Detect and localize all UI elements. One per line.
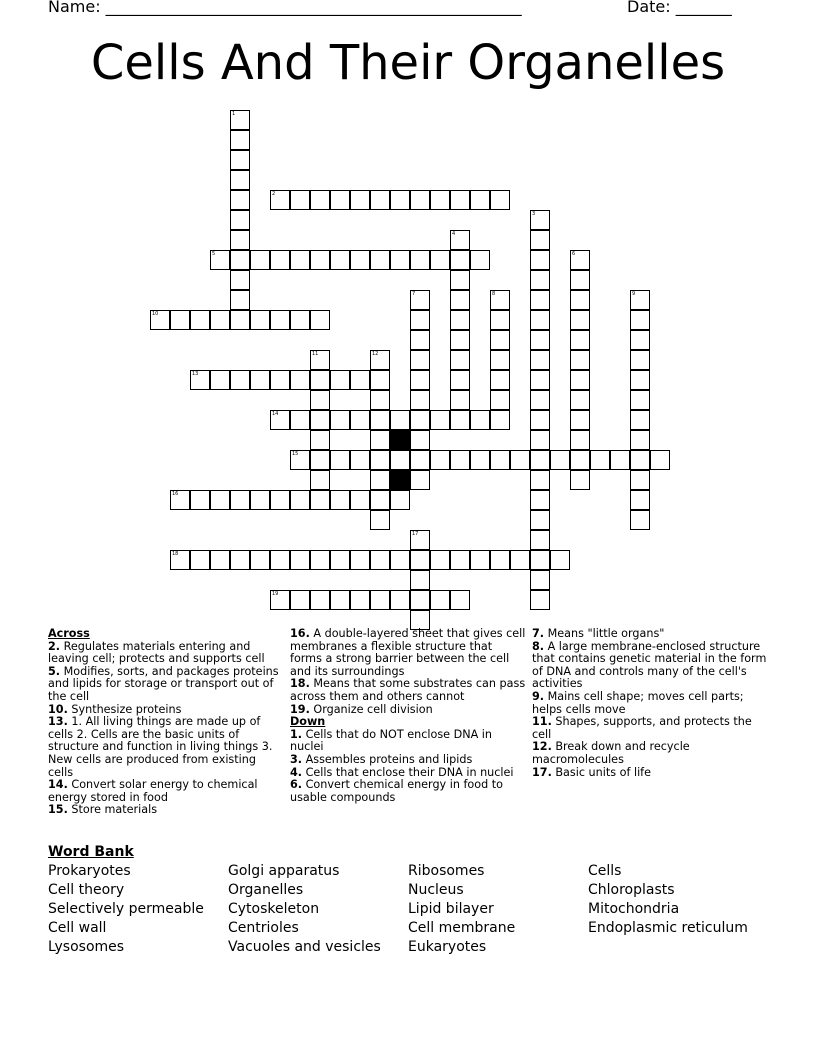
crossword-cell[interactable] [570, 270, 590, 290]
clue-number: 6 [572, 251, 576, 257]
crossword-cell[interactable] [450, 270, 470, 290]
crossword-cell[interactable] [410, 470, 430, 490]
crossword-cell[interactable] [290, 190, 310, 210]
crossword-cell[interactable] [450, 350, 470, 370]
crossword-cell[interactable] [570, 350, 590, 370]
crossword-cell[interactable] [270, 310, 290, 330]
crossword-cell[interactable] [570, 330, 590, 350]
crossword-cell[interactable] [570, 470, 590, 490]
crossword-cell[interactable] [630, 290, 650, 310]
crossword-cell[interactable] [530, 330, 550, 350]
crossword-cell[interactable] [490, 410, 510, 430]
crossword-cell[interactable] [310, 390, 330, 410]
crossword-cell[interactable] [390, 190, 410, 210]
crossword-cell[interactable] [250, 550, 270, 570]
crossword-cell[interactable] [490, 350, 510, 370]
crossword-cell[interactable] [250, 370, 270, 390]
crossword-cell[interactable] [530, 410, 550, 430]
crossword-cell[interactable] [370, 370, 390, 390]
date-field-label: Date: _______ [627, 0, 732, 16]
crossword-cell[interactable] [530, 570, 550, 590]
crossword-cell[interactable] [210, 250, 230, 270]
page-title: Cells And Their Organelles [90, 35, 726, 91]
crossword-cell[interactable] [410, 530, 430, 550]
crossword-cell[interactable] [550, 550, 570, 570]
crossword-cell[interactable] [430, 450, 450, 470]
crossword-cell[interactable] [450, 250, 470, 270]
crossword-cell[interactable] [530, 370, 550, 390]
crossword-cell[interactable] [290, 490, 310, 510]
clue-across-14: 14. Convert solar energy to chemical energy stored in food [48, 778, 258, 804]
word-bank-item: Vacuoles and vesicles [228, 939, 381, 955]
crossword-cell[interactable] [170, 550, 190, 570]
crossword-cell[interactable] [530, 510, 550, 530]
crossword-cell[interactable] [210, 370, 230, 390]
crossword-cell[interactable] [170, 310, 190, 330]
clue-number: 3 [532, 211, 536, 217]
crossword-cell[interactable] [630, 450, 650, 470]
crossword-cell[interactable] [310, 590, 330, 610]
clue-number: 18 [172, 551, 179, 557]
crossword-cell[interactable] [330, 490, 350, 510]
crossword-cell[interactable] [410, 290, 430, 310]
crossword-cell[interactable] [410, 550, 430, 570]
crossword-cell[interactable] [530, 390, 550, 410]
clue-number: 15 [292, 451, 299, 457]
clue-down-8: 8. A large membrane-enclosed structure that contains genetic material in the form of DNA and controls many of the cell's activities [532, 639, 767, 691]
crossword-cell[interactable] [450, 310, 470, 330]
crossword-cell[interactable] [210, 490, 230, 510]
crossword-cell[interactable] [150, 310, 170, 330]
crossword-cell[interactable] [290, 310, 310, 330]
crossword-cell[interactable] [230, 270, 250, 290]
crossword-cell[interactable] [570, 290, 590, 310]
clue-number: 13 [192, 371, 199, 377]
clue-number: 16 [172, 491, 179, 497]
crossword-cell[interactable] [410, 250, 430, 270]
crossword-cell[interactable] [450, 410, 470, 430]
crossword-cell[interactable] [230, 370, 250, 390]
crossword-cell[interactable] [630, 310, 650, 330]
crossword-cell[interactable] [330, 250, 350, 270]
crossword-cell[interactable] [410, 430, 430, 450]
crossword-cell[interactable] [610, 450, 630, 470]
crossword-cell[interactable] [450, 450, 470, 470]
crossword-cell[interactable] [250, 310, 270, 330]
crossword-cell[interactable] [170, 490, 190, 510]
word-bank-item: Cytoskeleton [228, 901, 320, 917]
clue-across-19: 19. Organize cell division [290, 702, 433, 716]
crossword-cell[interactable] [450, 390, 470, 410]
crossword-cell[interactable] [230, 290, 250, 310]
crossword-cell[interactable] [470, 190, 490, 210]
word-bank-item: Golgi apparatus [228, 863, 340, 879]
crossword-cell[interactable] [230, 230, 250, 250]
crossword-cell[interactable] [530, 250, 550, 270]
crossword-cell[interactable] [270, 250, 290, 270]
crossword-cell[interactable] [490, 330, 510, 350]
clue-number: 8 [492, 291, 496, 297]
crossword-cell[interactable] [250, 250, 270, 270]
crossword-cell[interactable] [410, 310, 430, 330]
crossword-cell[interactable] [370, 470, 390, 490]
crossword-cell[interactable] [410, 330, 430, 350]
crossword-cell[interactable] [230, 110, 250, 130]
crossword-cell[interactable] [530, 550, 550, 570]
clue-down-11: 11. Shapes, supports, and protects the cell [532, 715, 752, 741]
crossword-cell[interactable] [370, 250, 390, 270]
crossword-cell[interactable] [530, 450, 550, 470]
crossword-cell[interactable] [450, 190, 470, 210]
crossword-cell[interactable] [630, 370, 650, 390]
crossword-cell[interactable] [430, 250, 450, 270]
word-bank-item: Cells [588, 863, 622, 879]
crossword-cell[interactable] [230, 130, 250, 150]
word-bank-item: Cell theory [48, 882, 125, 898]
crossword-cell[interactable] [370, 490, 390, 510]
crossword-cell[interactable] [630, 490, 650, 510]
crossword-cell[interactable] [310, 370, 330, 390]
crossword-cell[interactable] [530, 530, 550, 550]
crossword-cell[interactable] [370, 590, 390, 610]
crossword-cell[interactable] [330, 550, 350, 570]
clue-number: 5 [212, 251, 216, 257]
clue-down-1: 1. Cells that do NOT enclose DNA in nuclei [290, 727, 492, 754]
crossword-cell[interactable] [350, 370, 370, 390]
crossword-cell[interactable] [330, 370, 350, 390]
crossword-cell[interactable] [310, 310, 330, 330]
crossword-cell[interactable] [310, 410, 330, 430]
down-heading: Down [290, 715, 326, 729]
crossword-cell[interactable] [270, 550, 290, 570]
crossword-cell[interactable] [230, 310, 250, 330]
word-bank-item: Ribosomes [408, 863, 485, 879]
crossword-cell[interactable] [290, 550, 310, 570]
name-field-label: Name: ____________________________________________________ [48, 0, 522, 16]
crossword-cell[interactable] [450, 370, 470, 390]
crossword-cell[interactable] [450, 590, 470, 610]
crossword-cell[interactable] [350, 590, 370, 610]
crossword-cell[interactable] [510, 550, 530, 570]
crossword-cell[interactable] [470, 250, 490, 270]
crossword-cell[interactable] [430, 550, 450, 570]
crossword-cell[interactable] [230, 490, 250, 510]
crossword-cell[interactable] [570, 390, 590, 410]
clue-number: 17 [412, 531, 419, 537]
crossword-cell[interactable] [190, 490, 210, 510]
word-bank-item: Endoplasmic reticulum [588, 920, 748, 936]
crossword-cell[interactable] [310, 190, 330, 210]
crossword-cell[interactable] [370, 550, 390, 570]
crossword-cell[interactable] [630, 410, 650, 430]
crossword-cell[interactable] [530, 230, 550, 250]
word-bank-column-3 [408, 862, 515, 957]
crossword-cell[interactable] [390, 410, 410, 430]
crossword-cell[interactable] [570, 430, 590, 450]
crossword-cell[interactable] [410, 570, 430, 590]
crossword-cell[interactable] [190, 370, 210, 390]
crossword-cell[interactable] [370, 450, 390, 470]
crossword-cell[interactable] [370, 190, 390, 210]
crossword-cell[interactable] [310, 450, 330, 470]
clue-down-3: 3. Assembles proteins and lipids [290, 752, 473, 766]
crossword-cell[interactable] [350, 250, 370, 270]
clue-down-9: 9. Mains cell shape; moves cell parts; helps cells move [532, 689, 744, 716]
crossword-cell[interactable] [330, 450, 350, 470]
crossword-cell[interactable] [530, 350, 550, 370]
crossword-cell[interactable] [230, 210, 250, 230]
crossword-cell[interactable] [270, 410, 290, 430]
crossword-cell[interactable] [570, 410, 590, 430]
crossword-cell[interactable] [630, 330, 650, 350]
crossword-cell[interactable] [190, 310, 210, 330]
crossword-cell[interactable] [550, 450, 570, 470]
crossword-cell[interactable] [530, 470, 550, 490]
crossword-cell[interactable] [490, 370, 510, 390]
crossword-cell[interactable] [490, 190, 510, 210]
crossword-cell[interactable] [390, 450, 410, 470]
crossword-cell[interactable] [410, 590, 430, 610]
crossword-cell[interactable] [310, 250, 330, 270]
crossword-cell[interactable] [350, 450, 370, 470]
crossword-cell[interactable] [490, 450, 510, 470]
crossword-cell[interactable] [410, 410, 430, 430]
across-heading: Across [48, 627, 90, 640]
word-bank-item: Centrioles [228, 920, 299, 936]
clue-across-16: 16. A double-layered sheet that gives cell membranes a flexible structure that forms a strong barrier between the cell and its surroundings [290, 627, 526, 678]
crossword-cell[interactable] [490, 550, 510, 570]
word-bank-item: Lipid bilayer [408, 901, 494, 917]
clues-column-1 [48, 628, 280, 817]
crossword-cell[interactable] [530, 290, 550, 310]
crossword-cell[interactable] [230, 190, 250, 210]
crossword-cell[interactable] [410, 390, 430, 410]
crossword-cell[interactable] [530, 490, 550, 510]
crossword-cell[interactable] [270, 590, 290, 610]
crossword-cell[interactable] [310, 470, 330, 490]
crossword-cell[interactable] [430, 590, 450, 610]
crossword-cell[interactable] [330, 190, 350, 210]
word-bank-item: Chloroplasts [588, 882, 675, 898]
clue-number: 11 [312, 351, 319, 357]
crossword-cell[interactable] [490, 290, 510, 310]
word-bank-item: Eukaryotes [408, 939, 487, 955]
crossword-cell[interactable] [490, 390, 510, 410]
crossword-cell[interactable] [530, 270, 550, 290]
crossword-cell[interactable] [390, 250, 410, 270]
crossword-cell[interactable] [290, 250, 310, 270]
crossword-cell[interactable] [290, 450, 310, 470]
clue-down-17: 17. Basic units of life [532, 765, 651, 779]
crossword-cell[interactable] [630, 510, 650, 530]
crossword-cell[interactable] [230, 550, 250, 570]
clue-number: 4 [452, 231, 456, 237]
crossword-cell[interactable] [430, 410, 450, 430]
clue-down-7: 7. Means "little organs" [532, 627, 665, 640]
crossword-cell[interactable] [310, 490, 330, 510]
crossword-cell[interactable] [370, 430, 390, 450]
crossword-cell[interactable] [410, 370, 430, 390]
clue-number: 14 [272, 411, 279, 417]
crossword-cell[interactable] [270, 370, 290, 390]
crossword-cell[interactable] [190, 550, 210, 570]
clue-across-2: 2. Regulates materials entering and leaving cell; protects and supports cell [48, 639, 265, 666]
crossword-cell[interactable] [450, 230, 470, 250]
crossword-cell[interactable] [230, 250, 250, 270]
word-bank-item: Cell wall [48, 920, 107, 936]
crossword-cell[interactable] [470, 450, 490, 470]
crossword-cell[interactable] [210, 550, 230, 570]
crossword-cell[interactable] [570, 310, 590, 330]
crossword-cell[interactable] [350, 190, 370, 210]
crossword-cell[interactable] [230, 150, 250, 170]
crossword-cell[interactable] [530, 210, 550, 230]
clue-number: 2 [272, 191, 276, 197]
crossword-cell[interactable] [310, 550, 330, 570]
black-square [390, 470, 410, 490]
word-bank-item: Nucleus [408, 882, 464, 898]
clue-number: 12 [372, 351, 379, 357]
crossword-cell[interactable] [370, 350, 390, 370]
word-bank-item: Organelles [228, 882, 304, 898]
clue-number: 1 [232, 111, 236, 117]
crossword-cell[interactable] [390, 590, 410, 610]
crossword-cell[interactable] [530, 430, 550, 450]
crossword-cell[interactable] [390, 550, 410, 570]
word-bank-column-2 [228, 862, 381, 957]
crossword-cell[interactable] [430, 190, 450, 210]
crossword-cell[interactable] [310, 350, 330, 370]
word-bank-item: Lysosomes [48, 939, 125, 955]
clue-across-5: 5. Modifies, sorts, and packages proteins and lipids for storage or transport out of the cell [48, 664, 279, 703]
clue-down-4: 4. Cells that enclose their DNA in nuclei [290, 765, 514, 779]
word-bank-item: Prokaryotes [48, 863, 131, 879]
clue-across-10: 10. Synthesize proteins [48, 702, 182, 716]
clue-across-13: 13. 1. All living things are made up of cells 2. Cells are the basic units of structure and function in living things 3. New cells are produced from existing cells [48, 715, 273, 779]
clues-column-3 [532, 628, 768, 779]
crossword-cell[interactable] [630, 350, 650, 370]
clue-number: 19 [272, 591, 279, 597]
crossword-cell[interactable] [650, 450, 670, 470]
crossword-cell[interactable] [450, 330, 470, 350]
clue-number: 9 [632, 291, 636, 297]
crossword-cell[interactable] [470, 410, 490, 430]
clues-column-2 [290, 628, 526, 804]
crossword-cell[interactable] [570, 250, 590, 270]
crossword-cell[interactable] [270, 190, 290, 210]
crossword-cell[interactable] [230, 170, 250, 190]
word-bank-column-4 [588, 862, 748, 938]
crossword-cell[interactable] [470, 550, 490, 570]
word-bank-item: Cell membrane [408, 920, 516, 936]
crossword-cell[interactable] [290, 590, 310, 610]
crossword-cell[interactable] [570, 450, 590, 470]
crossword-cell[interactable] [210, 310, 230, 330]
crossword-cell[interactable] [350, 490, 370, 510]
crossword-cell[interactable] [330, 410, 350, 430]
crossword-cell[interactable] [310, 430, 330, 450]
crossword-cell[interactable] [410, 190, 430, 210]
crossword-cell[interactable] [350, 410, 370, 430]
crossword-cell[interactable] [630, 390, 650, 410]
crossword-cell[interactable] [370, 510, 390, 530]
crossword-cell[interactable] [490, 310, 510, 330]
crossword-cell[interactable] [270, 490, 290, 510]
crossword-cell[interactable] [450, 290, 470, 310]
crossword-cell[interactable] [250, 490, 270, 510]
clue-down-12: 12. Break down and recycle macromolecules [532, 740, 690, 766]
word-bank-column-1 [48, 862, 204, 957]
crossword-cell[interactable] [630, 470, 650, 490]
word-bank-item: Mitochondria [588, 901, 680, 917]
clue-number: 7 [412, 291, 416, 297]
crossword-cell[interactable] [530, 590, 550, 610]
crossword-cell[interactable] [590, 450, 610, 470]
word-bank-title: Word Bank [48, 844, 134, 860]
clue-down-6: 6. Convert chemical energy in food to usable compounds [290, 778, 504, 804]
crossword-cell[interactable] [570, 370, 590, 390]
word-bank-item: Selectively permeable [48, 901, 204, 917]
crossword-cell[interactable] [390, 490, 410, 510]
clue-across-18: 18. Means that some substrates can pass across them and others cannot [290, 677, 526, 703]
crossword-cell[interactable] [410, 350, 430, 370]
crossword-cell[interactable] [530, 310, 550, 330]
crossword-cell[interactable] [350, 550, 370, 570]
crossword-cell[interactable] [290, 410, 310, 430]
crossword-cell[interactable] [330, 590, 350, 610]
crossword-cell[interactable] [290, 370, 310, 390]
crossword-cell[interactable] [370, 410, 390, 430]
crossword-cell[interactable] [510, 450, 530, 470]
crossword-cell[interactable] [370, 390, 390, 410]
crossword-cell[interactable] [410, 450, 430, 470]
clue-number: 10 [152, 311, 159, 317]
clue-across-15: 15. Store materials [48, 803, 158, 817]
crossword-cell[interactable] [630, 430, 650, 450]
crossword-cell[interactable] [450, 550, 470, 570]
black-square [390, 430, 410, 450]
